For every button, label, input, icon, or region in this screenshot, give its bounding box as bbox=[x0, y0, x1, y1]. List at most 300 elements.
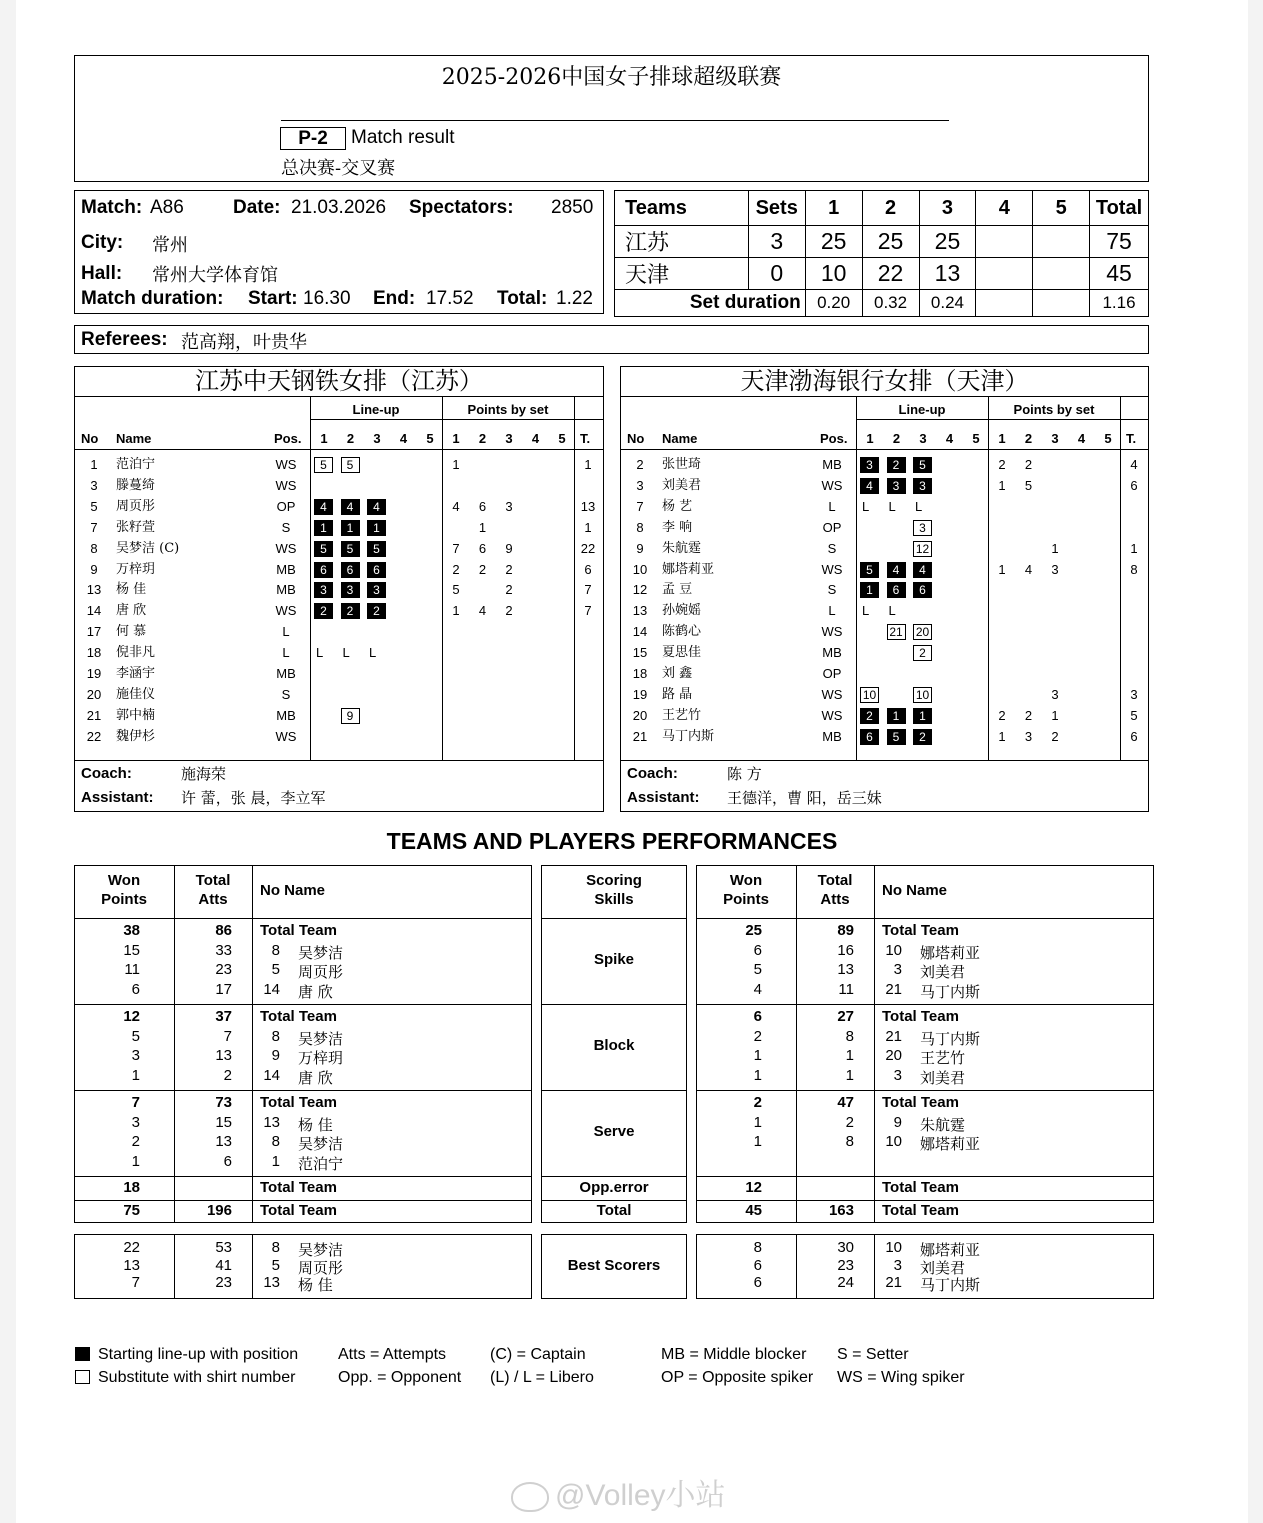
lineup-header: Line-up bbox=[898, 402, 946, 417]
skill-name: Opp.error bbox=[579, 1179, 649, 1196]
city-value: 常州 bbox=[152, 235, 188, 256]
row-line bbox=[696, 918, 1154, 919]
starting-position-value: 6 bbox=[367, 562, 386, 578]
player-number: 14 bbox=[263, 1066, 280, 1084]
watermark bbox=[511, 1470, 726, 1514]
player-number: 14 bbox=[86, 603, 102, 619]
starting-position-box bbox=[913, 457, 932, 473]
total-attempts: 47 bbox=[837, 1094, 854, 1111]
player-number: 9 bbox=[90, 561, 98, 577]
player-number: 3 bbox=[893, 1256, 902, 1274]
set-points: 4 bbox=[478, 603, 487, 619]
starting-position-value: 3 bbox=[367, 582, 386, 598]
starting-position-box bbox=[860, 582, 879, 598]
spectators-count: 2850 bbox=[551, 197, 594, 218]
row-line bbox=[541, 1004, 687, 1005]
pos-header: Pos. bbox=[274, 431, 302, 446]
duration-label: Match duration: bbox=[81, 288, 224, 309]
lineup-set-header: 1 bbox=[866, 431, 874, 446]
starting-position-box bbox=[314, 499, 333, 515]
starting-position-box bbox=[887, 708, 906, 724]
substitute-box bbox=[913, 624, 932, 640]
total-attempts: 41 bbox=[215, 1256, 232, 1274]
player-position: WS bbox=[821, 477, 843, 493]
title-underline bbox=[281, 120, 949, 121]
match-label: Match: bbox=[81, 197, 143, 218]
player-position: WS bbox=[821, 624, 843, 640]
starting-position-value: 4 bbox=[887, 562, 906, 578]
player-name: Total Team bbox=[882, 1008, 959, 1025]
starting-position-box bbox=[887, 457, 906, 473]
player-number: 10 bbox=[885, 1239, 902, 1256]
won-points: 12 bbox=[123, 1008, 140, 1025]
starting-position-box bbox=[341, 582, 360, 598]
player-number: 21 bbox=[885, 1274, 902, 1291]
player-position: WS bbox=[821, 561, 843, 577]
starting-position-box bbox=[314, 562, 333, 578]
legend-opp: Opp. = Opponent bbox=[338, 1369, 462, 1386]
starting-position-value: 6 bbox=[913, 582, 932, 598]
results-header-teams: Teams bbox=[615, 191, 749, 226]
player-number: 18 bbox=[632, 666, 648, 681]
starting-position-value: 4 bbox=[913, 562, 932, 578]
player-number: 19 bbox=[632, 686, 648, 702]
results-total: 45 bbox=[1090, 258, 1149, 290]
total-attempts: 11 bbox=[838, 980, 854, 998]
player-number: 2 bbox=[636, 457, 644, 472]
set-points: 2 bbox=[478, 561, 487, 577]
match-phase: 总决赛-交叉赛 bbox=[281, 158, 396, 179]
lineup-set-header: 4 bbox=[945, 431, 954, 446]
player-name: Total Team bbox=[882, 1094, 959, 1111]
lineup-set-header: 2 bbox=[892, 431, 901, 446]
total-attempts: 2 bbox=[845, 1113, 854, 1131]
row-line bbox=[74, 1090, 532, 1091]
total-attempts: 27 bbox=[837, 1008, 854, 1025]
starting-position-box bbox=[314, 603, 333, 619]
row-line bbox=[541, 918, 687, 919]
starting-position-value: 1 bbox=[314, 520, 333, 536]
total-attempts: 163 bbox=[828, 1202, 854, 1219]
results-set-score bbox=[1033, 226, 1090, 258]
set-points: 5 bbox=[452, 582, 460, 598]
points-set-header: 4 bbox=[531, 431, 540, 446]
libero-mark: L bbox=[342, 645, 350, 661]
libero-mark: L bbox=[862, 603, 870, 619]
player-name: 吴梦洁 bbox=[298, 1029, 344, 1048]
results-header-set3: 3 bbox=[919, 191, 976, 226]
player-name: 刘美君 bbox=[920, 1258, 966, 1277]
player-position: MB bbox=[276, 666, 296, 681]
results-set-score: 10 bbox=[805, 258, 862, 290]
divider-line bbox=[621, 760, 1148, 761]
player-name: 滕蔓绮 bbox=[116, 477, 156, 493]
set-points: 6 bbox=[478, 540, 487, 556]
starting-position-value: 1 bbox=[887, 708, 906, 724]
player-position: WS bbox=[821, 686, 843, 702]
player-name: 范泊宁 bbox=[116, 457, 156, 472]
won-points: 11 bbox=[124, 961, 140, 978]
away-team-box bbox=[620, 366, 1149, 812]
player-number: 15 bbox=[632, 645, 648, 661]
player-name: 杨 佳 bbox=[298, 1115, 333, 1134]
player-position: L bbox=[282, 645, 290, 661]
total-label: Total: bbox=[497, 288, 548, 309]
won-points: 18 bbox=[123, 1179, 140, 1196]
total-attempts: 15 bbox=[215, 1113, 232, 1131]
watermark-text: @Volley小站 bbox=[555, 1479, 726, 1512]
substitute-box bbox=[913, 687, 932, 703]
player-position: MB bbox=[276, 561, 296, 577]
player-number: 9 bbox=[893, 1113, 902, 1131]
no-header: No bbox=[81, 431, 99, 446]
starting-position-box bbox=[887, 729, 906, 745]
total-attempts: 1 bbox=[845, 1047, 854, 1064]
player-name: 孟 豆 bbox=[662, 582, 693, 598]
player-number: 13 bbox=[263, 1113, 280, 1131]
player-position: L bbox=[828, 498, 836, 514]
starting-position-value: 6 bbox=[887, 582, 906, 598]
player-row bbox=[75, 664, 603, 684]
row-line bbox=[541, 1090, 687, 1091]
total-attempts: 23 bbox=[215, 1274, 232, 1291]
player-position: MB bbox=[822, 728, 842, 744]
player-position: WS bbox=[275, 603, 297, 619]
team-name: 江苏中天钢铁女排（江苏） bbox=[195, 367, 483, 395]
substitute-shirt-number: 10 bbox=[913, 687, 932, 703]
player-row bbox=[75, 476, 603, 496]
results-header-set1: 1 bbox=[805, 191, 862, 226]
player-number: 10 bbox=[885, 1133, 902, 1150]
player-name: 李 响 bbox=[662, 519, 693, 535]
player-name: Total Team bbox=[260, 1179, 337, 1196]
set-points: 5 bbox=[1024, 477, 1033, 493]
hall-label: Hall: bbox=[81, 263, 123, 284]
player-total-points: 1 bbox=[584, 519, 592, 535]
starting-position-value: 3 bbox=[913, 478, 932, 494]
starting-position-value: 5 bbox=[341, 541, 360, 557]
player-row bbox=[621, 518, 1148, 538]
starting-position-box bbox=[367, 520, 386, 536]
libero-mark: L bbox=[369, 645, 377, 661]
coach-name: 陈 方 bbox=[727, 765, 762, 783]
results-row-home bbox=[615, 226, 1149, 258]
scoresheet-page bbox=[16, 0, 1248, 1523]
won-points: 25 bbox=[745, 922, 762, 939]
set-points: 1 bbox=[998, 728, 1006, 744]
player-position: S bbox=[827, 582, 837, 598]
results-set-score bbox=[1033, 258, 1090, 290]
player-name: 唐 欣 bbox=[298, 982, 333, 1001]
total-duration: 1.16 bbox=[1090, 290, 1149, 317]
substitute-shirt-number: 20 bbox=[913, 624, 932, 640]
won-points: 1 bbox=[753, 1113, 762, 1131]
player-number: 14 bbox=[632, 624, 648, 640]
starting-position-value: 4 bbox=[314, 499, 333, 515]
points-set-header: 3 bbox=[505, 431, 513, 446]
player-total-points: 6 bbox=[1130, 477, 1138, 493]
substitute-shirt-number: 12 bbox=[913, 541, 932, 557]
set-points: 2 bbox=[1024, 707, 1033, 723]
player-total-points: 1 bbox=[1130, 540, 1138, 556]
player-name: 娜塔莉亚 bbox=[920, 943, 981, 962]
starting-position-value: 6 bbox=[860, 729, 879, 745]
player-number: 8 bbox=[271, 1133, 280, 1150]
starting-position-value: 3 bbox=[314, 582, 333, 598]
match-info-box bbox=[74, 190, 604, 314]
player-total-points: 5 bbox=[1130, 707, 1138, 723]
starting-position-value: 2 bbox=[887, 457, 906, 473]
legend-mb: MB = Middle blocker bbox=[661, 1346, 807, 1363]
set-duration bbox=[1033, 290, 1090, 317]
legend-setter: S = Setter bbox=[837, 1346, 909, 1363]
player-position: WS bbox=[275, 457, 297, 472]
libero-mark: L bbox=[888, 603, 896, 619]
points-set-header: 4 bbox=[1077, 431, 1086, 446]
end-label: End: bbox=[373, 288, 416, 309]
row-line bbox=[541, 1176, 687, 1177]
player-number: 3 bbox=[893, 961, 902, 978]
won-points: 6 bbox=[753, 1274, 762, 1291]
referees-label: Referees: bbox=[81, 329, 168, 350]
points-set-header: 2 bbox=[478, 431, 487, 446]
legend-ws: WS = Wing spiker bbox=[837, 1369, 965, 1386]
name-header: Name bbox=[662, 431, 698, 446]
assistant-label: Assistant: bbox=[627, 789, 700, 806]
total-attempts: 13 bbox=[837, 961, 854, 978]
row-line bbox=[74, 1200, 532, 1201]
player-position: MB bbox=[822, 645, 842, 661]
player-name: 朱航霆 bbox=[662, 540, 702, 556]
lineup-set-header: 5 bbox=[426, 431, 434, 446]
player-number: 20 bbox=[632, 707, 648, 723]
substitute-shirt-number: 5 bbox=[341, 457, 360, 473]
total-value: 1.22 bbox=[556, 288, 593, 309]
assistant-label: Assistant: bbox=[81, 789, 154, 806]
won-points: 7 bbox=[131, 1094, 140, 1111]
total-attempts: 23 bbox=[837, 1256, 854, 1274]
substitute-box bbox=[314, 457, 333, 473]
substitute-box bbox=[341, 457, 360, 473]
set-points: 2 bbox=[505, 603, 513, 619]
player-name: 马丁内斯 bbox=[920, 1029, 981, 1048]
player-row bbox=[75, 455, 603, 475]
row-line bbox=[541, 1200, 687, 1201]
player-position: S bbox=[281, 519, 291, 535]
player-number: 22 bbox=[86, 728, 102, 744]
starting-position-box bbox=[367, 562, 386, 578]
divider-line bbox=[75, 396, 603, 397]
results-set-score: 25 bbox=[805, 226, 862, 258]
column-line bbox=[252, 1234, 253, 1299]
total-attempts: 7 bbox=[223, 1027, 232, 1045]
player-name: 万梓玥 bbox=[116, 561, 156, 577]
player-name: 万梓玥 bbox=[298, 1049, 344, 1067]
starting-position-value: 5 bbox=[314, 541, 333, 557]
set-points: 1 bbox=[998, 561, 1006, 577]
player-number: 9 bbox=[636, 540, 644, 556]
total-attempts: 1 bbox=[845, 1066, 854, 1084]
player-number: 10 bbox=[885, 941, 902, 959]
points-set-header: 5 bbox=[558, 431, 566, 446]
substitute-box bbox=[913, 541, 932, 557]
starting-position-box bbox=[860, 729, 879, 745]
player-name: 唐 欣 bbox=[298, 1068, 333, 1087]
results-set-score bbox=[976, 258, 1033, 290]
total-attempts: 86 bbox=[215, 922, 232, 939]
set-points: 3 bbox=[1051, 561, 1059, 577]
player-row bbox=[75, 601, 603, 621]
libero-mark: L bbox=[888, 498, 896, 514]
won-points: 2 bbox=[753, 1094, 762, 1111]
won-points: 6 bbox=[131, 980, 140, 998]
lineup-set-header: 2 bbox=[346, 431, 355, 446]
player-name: 吴梦洁 (C) bbox=[116, 540, 180, 556]
starting-position-value: 2 bbox=[913, 729, 932, 745]
player-number: 8 bbox=[271, 941, 280, 959]
set-duration bbox=[976, 290, 1033, 317]
player-name: 朱航霆 bbox=[920, 1115, 966, 1134]
player-name: 路 晶 bbox=[662, 686, 693, 702]
player-number: 3 bbox=[636, 477, 644, 493]
total-header: T. bbox=[580, 431, 591, 446]
substitute-box bbox=[860, 687, 879, 703]
total-attempts: 73 bbox=[215, 1094, 232, 1111]
starting-position-value: 3 bbox=[887, 478, 906, 494]
row-line bbox=[696, 1004, 1154, 1005]
player-position: L bbox=[828, 603, 836, 619]
set-points: 2 bbox=[998, 707, 1006, 723]
player-name: 王艺竹 bbox=[662, 707, 702, 723]
points-set-header: 5 bbox=[1104, 431, 1112, 446]
player-name: 张籽萱 bbox=[116, 519, 156, 535]
won-points: 3 bbox=[131, 1113, 140, 1131]
won-points: 2 bbox=[753, 1027, 762, 1045]
player-name: Total Team bbox=[260, 1008, 337, 1025]
set-points: 2 bbox=[452, 561, 460, 577]
player-name: Total Team bbox=[260, 922, 337, 939]
total-attempts: 23 bbox=[215, 961, 232, 978]
player-row bbox=[75, 580, 603, 600]
total-header: T. bbox=[1126, 431, 1137, 446]
player-row bbox=[621, 539, 1148, 559]
starting-position-value: 5 bbox=[913, 457, 932, 473]
won-points-header: Won Points bbox=[723, 872, 769, 908]
player-number: 21 bbox=[885, 980, 902, 998]
results-set-score: 22 bbox=[862, 258, 919, 290]
starting-position-value: 1 bbox=[860, 582, 879, 598]
starting-position-box bbox=[341, 562, 360, 578]
player-name: Total Team bbox=[882, 1202, 959, 1219]
won-points: 1 bbox=[753, 1133, 762, 1150]
home-team-box bbox=[74, 366, 604, 812]
won-points: 4 bbox=[753, 980, 762, 998]
player-number: 1 bbox=[90, 457, 98, 472]
total-attempts: 30 bbox=[837, 1239, 854, 1256]
start-value: 16.30 bbox=[303, 288, 351, 309]
player-number: 8 bbox=[271, 1239, 280, 1256]
results-set-score: 25 bbox=[919, 226, 976, 258]
set-points: 2 bbox=[998, 457, 1006, 472]
libero-mark: L bbox=[915, 498, 923, 514]
total-attempts: 89 bbox=[837, 922, 854, 939]
won-points-header: Won Points bbox=[101, 872, 147, 908]
total-attempts: 53 bbox=[215, 1239, 232, 1256]
won-points: 5 bbox=[131, 1027, 140, 1045]
player-name: 何 慕 bbox=[116, 624, 147, 640]
starting-position-box bbox=[887, 582, 906, 598]
starting-position-value: 2 bbox=[314, 603, 333, 619]
won-points: 45 bbox=[745, 1202, 762, 1219]
total-attempts: 37 bbox=[215, 1008, 232, 1025]
total-attempts: 2 bbox=[223, 1066, 232, 1084]
player-row bbox=[621, 455, 1148, 475]
points-header: Points by set bbox=[467, 402, 549, 417]
set-points: 1 bbox=[1051, 540, 1059, 556]
starting-position-value: 5 bbox=[367, 541, 386, 557]
starting-position-box bbox=[913, 562, 932, 578]
starting-position-box bbox=[367, 499, 386, 515]
city-label: City: bbox=[81, 232, 124, 253]
doc-code: P-2 bbox=[280, 127, 346, 150]
divider-line bbox=[621, 449, 1148, 450]
player-row bbox=[75, 643, 603, 663]
starting-position-value: 4 bbox=[367, 499, 386, 515]
player-name: 娜塔莉亚 bbox=[920, 1135, 981, 1153]
won-points: 1 bbox=[753, 1066, 762, 1084]
competition-title: 2025-2026中国女子排球超级联赛 bbox=[441, 65, 782, 90]
won-points: 12 bbox=[745, 1179, 762, 1196]
skill-name: Total bbox=[596, 1202, 632, 1219]
header-box bbox=[74, 55, 1149, 182]
total-attempts: 8 bbox=[845, 1133, 854, 1150]
row-line bbox=[696, 1200, 1154, 1201]
name-header: Name bbox=[116, 431, 152, 446]
substitute-shirt-number: 9 bbox=[341, 708, 360, 724]
skill-name: Serve bbox=[593, 1123, 635, 1140]
pos-header: Pos. bbox=[820, 431, 848, 446]
starting-position-box bbox=[341, 499, 360, 515]
starting-position-box bbox=[887, 478, 906, 494]
player-number: 8 bbox=[90, 540, 98, 556]
set-points: 3 bbox=[505, 498, 513, 514]
player-position: OP bbox=[822, 666, 842, 681]
player-number: 17 bbox=[86, 624, 102, 640]
set-points: 3 bbox=[1051, 686, 1059, 702]
substitute-swatch bbox=[75, 1370, 90, 1384]
won-points: 6 bbox=[753, 941, 762, 959]
set-points: 4 bbox=[1024, 561, 1033, 577]
player-number: 21 bbox=[885, 1027, 902, 1045]
divider-line bbox=[75, 760, 603, 761]
won-points: 3 bbox=[131, 1047, 140, 1064]
player-name: 郭中楠 bbox=[116, 707, 156, 723]
starting-position-box bbox=[341, 520, 360, 536]
player-position: MB bbox=[276, 707, 296, 723]
starting-position-value: 3 bbox=[860, 457, 879, 473]
date-label: Date: bbox=[233, 197, 281, 218]
starting-position-value: 2 bbox=[367, 603, 386, 619]
coach-label: Coach: bbox=[81, 765, 132, 782]
player-name: 娜塔莉亚 bbox=[920, 1241, 981, 1259]
player-row bbox=[621, 706, 1148, 726]
won-points: 1 bbox=[131, 1152, 140, 1170]
player-number: 13 bbox=[263, 1274, 280, 1291]
player-number: 5 bbox=[90, 498, 98, 514]
lineup-set-header: 1 bbox=[320, 431, 328, 446]
player-name: 刘 鑫 bbox=[662, 666, 693, 681]
set-points: 6 bbox=[478, 498, 487, 514]
